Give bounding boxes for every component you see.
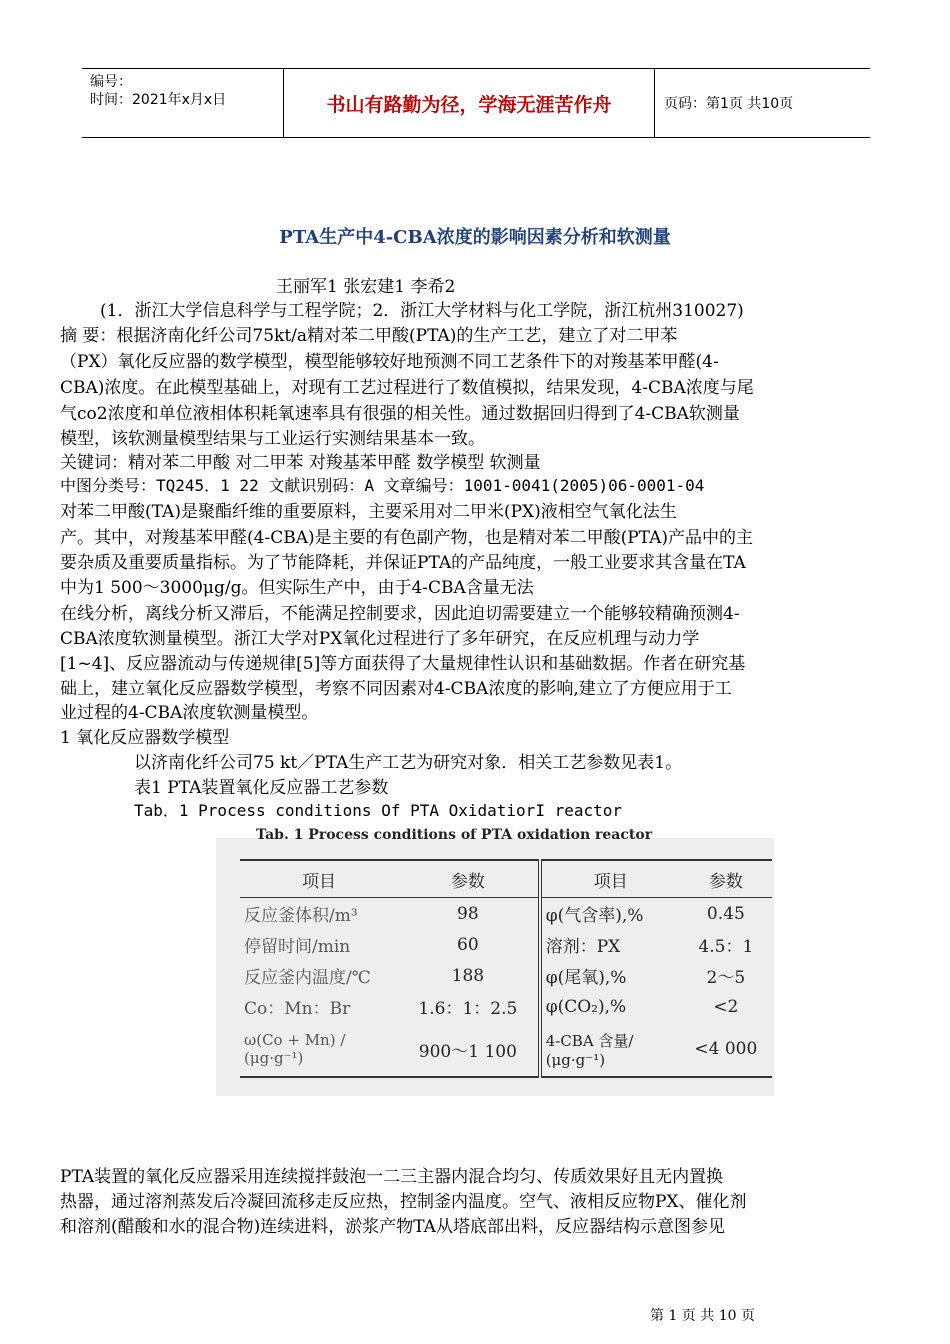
table-row	[240, 929, 772, 960]
abstract-line: 摘 要：根据济南化纤公司75kt/a精对苯二甲酸(PTA)的生产工艺，建立了对二甲苯	[60, 326, 678, 346]
intro-line: 础上，建立氧化反应器数学模型，考察不同因素对4-CBA浓度的影响,建立了方便应用于工	[60, 679, 732, 699]
intro-line: 在线分析，离线分析又滞后，不能满足控制要求，因此迫切需要建立一个能够较精确预测4-	[60, 604, 740, 624]
table-cell: 60	[398, 929, 540, 960]
table-cell: 反应釜体积/m³	[244, 906, 358, 926]
affiliation: (1．浙江大学信息科学与工程学院；2．浙江大学材料与化工学院，浙江杭州310027)	[100, 301, 744, 321]
intro-line: CBA浓度软测量模型。浙江大学对PX氧化过程进行了多年研究，在反应机理与动力学	[60, 629, 700, 649]
table-header-row	[240, 860, 772, 898]
parameter-table	[240, 859, 772, 1078]
table-row	[240, 1022, 772, 1077]
table-row	[240, 991, 772, 1022]
authors: 王丽军1 张宏建1 李希2	[276, 277, 456, 297]
table-cropped-caption: Tab. 1 Process conditions of PTA oxidation reactor	[256, 827, 653, 843]
table-cell: φ(尾氧),%	[545, 968, 627, 988]
intro-line: 要杂质及重要质量指标。为了节能降耗，并保证PTA的产品纯度，一般工业要求其含量在TA	[60, 553, 746, 573]
table-cell: 停留时间/min	[244, 937, 351, 957]
table-cell: 2～5	[706, 968, 746, 988]
table-cell: <2	[713, 996, 739, 1017]
intro-line: 业过程的4-CBA浓度软测量模型。	[60, 703, 319, 723]
intro-line: 中为1 500～3000μg/g。但实际生产中，由于4-CBA含量无法	[60, 578, 534, 598]
table-caption-en: Tab．1 Process conditions Of PTA OxidatiorI reactor	[134, 801, 623, 820]
table-cell: 1.6：1：2.5	[398, 991, 540, 1022]
table-row	[240, 898, 772, 930]
table-cell: 0.45	[706, 903, 745, 924]
abstract-line: 气co2浓度和单位液相体积耗氧速率具有很强的相关性。通过数据回归得到了4-CBA软测量	[60, 404, 740, 424]
table-cell: 溶剂：PX	[545, 937, 621, 957]
section-text: 以济南化纤公司75 kt／PTA生产工艺为研究对象．相关工艺参数见表1。	[134, 753, 683, 773]
table-cell: 4.5：1	[698, 937, 754, 957]
abstract-line: （PX）氧化反应器的数学模型，模型能够较好地预测不同工艺条件下的对羧基苯甲醛(4-	[60, 352, 719, 372]
table-cell: φ(气含率),%	[545, 906, 644, 926]
table-row	[240, 960, 772, 991]
paper-title: PTA生产中4-CBA浓度的影响因素分析和软测量	[279, 227, 671, 248]
abstract-line: CBA)浓度。在此模型基础上，对现有工艺过程进行了数值模拟，结果发现，4-CBA浓度与尾	[60, 378, 754, 398]
table-cell: 4-CBA 含量/ (μg·g⁻¹)	[540, 1022, 680, 1077]
header-code: 编号：	[90, 74, 132, 90]
header-meta	[90, 73, 226, 109]
classification: 中图分类号：TQ245．1 22 文献识别码：A 文章编号：1001-0041(2005)06-0001-04	[60, 476, 705, 495]
body-line: 和溶剂(醋酸和水的混合物)连续进料，淤浆产物TA从塔底部出料，反应器结构示意图参见	[60, 1217, 725, 1237]
body-line: 热器，通过溶剂蒸发后冷凝回流移走反应热，控制釜内温度。空气、液相反应物PX、催化剂	[60, 1192, 747, 1212]
table-header-cell: 参数	[398, 860, 540, 898]
page-footer: 第 1 页 共 10 页	[650, 1308, 755, 1324]
table-caption-cn: 表1 PTA装置氧化反应器工艺参数	[134, 778, 389, 798]
table-header-cell: 项目	[240, 860, 398, 898]
table-header-cell: 项目	[540, 860, 680, 898]
page-header	[82, 68, 870, 138]
parameter-table-image	[216, 827, 774, 1096]
table-cell: ω(Co + Mn) / (μg·g⁻¹)	[240, 1022, 398, 1077]
intro-line: 产。其中，对羧基苯甲醛(4-CBA)是主要的有色副产物，也是精对苯二甲酸(PTA)产品中的主	[60, 528, 753, 548]
section-heading: 1 氧化反应器数学模型	[60, 728, 230, 748]
table-cell: <4 000	[680, 1022, 772, 1077]
table-cell: 188	[398, 960, 540, 991]
body-line: PTA装置的氧化反应器采用连续搅拌鼓泡一二三主器内混合均匀、传质效果好且无内置换	[60, 1167, 724, 1187]
intro-line: [1~4]、反应器流动与传递规律[5]等方面获得了大量规律性认识和基础数据。作者在研究基	[60, 654, 746, 674]
table-header-cell: 参数	[680, 860, 772, 898]
table-cell: Co：Mn：Br	[244, 999, 351, 1019]
abstract-line: 模型，该软测量模型结果与工业运行实测结果基本一致。	[60, 429, 485, 449]
table-cell: 900～1 100	[398, 1022, 540, 1077]
table-cell: 98	[398, 898, 540, 930]
header-page-info: 页码：第1页 共10页	[664, 96, 794, 112]
intro-line: 对苯二甲酸(TA)是聚酯纤维的重要原料，主要采用对二甲米(PX)液相空气氧化法生	[60, 502, 677, 522]
header-time: 时间：2021年x月x日	[90, 92, 227, 108]
table-cell: 反应釜内温度/℃	[244, 968, 371, 988]
header-motto: 书山有路勤为径，学海无涯苦作舟	[283, 69, 655, 137]
keywords: 关键词：精对苯二甲酸 对二甲苯 对羧基苯甲醛 数学模型 软测量	[60, 453, 541, 473]
table-cell: φ(CO₂),%	[545, 996, 627, 1017]
